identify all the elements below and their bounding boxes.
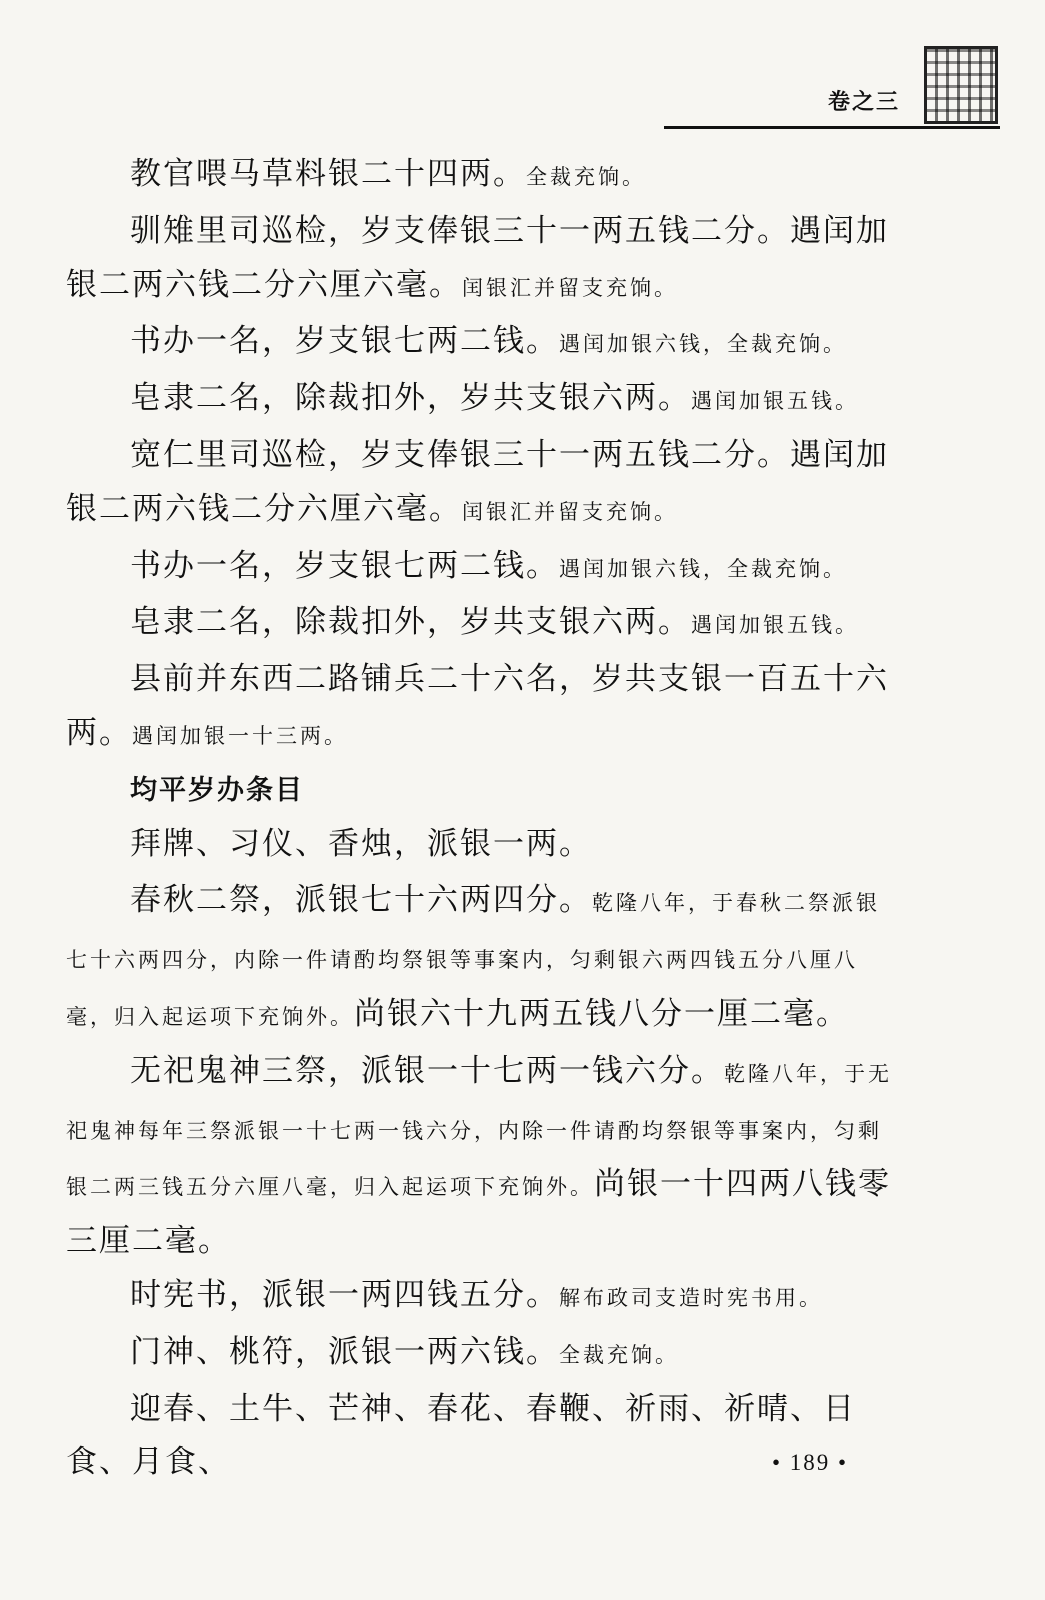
main-text: 皂隶二名，除裁扣外，岁共支银六两。 xyxy=(130,380,691,417)
paragraph xyxy=(66,874,894,1044)
main-text: 宽仁里司巡检，岁支俸银三十一两五钱二分。遇闰加银二两六钱二分六厘六毫。 xyxy=(66,436,889,527)
main-text: 教官喂马草料银二十四两。 xyxy=(130,156,526,192)
main-text: 书办一名，岁支银七两二钱。 xyxy=(130,323,559,360)
annotation: 遇闰加银六钱，全裁充饷。 xyxy=(559,556,847,581)
annotation: 乾隆八年，于无祀鬼神每年三祭派银一十七两一钱六分，内除一件请酌均祭银等事案内，匀剩银二两三钱五分六厘八毫，归入起运项下充饷外。 xyxy=(66,1061,892,1200)
annotation: 遇闰加银五钱。 xyxy=(691,389,859,414)
annotation: 闰银汇并留支充饷。 xyxy=(462,275,678,300)
main-text: 皂隶二名，除裁扣外，岁共支银六两。 xyxy=(130,604,691,641)
main-text: 门神、桃符，派银一两六钱。 xyxy=(130,1333,559,1370)
paragraph xyxy=(66,818,894,875)
seal-stamp xyxy=(924,46,998,124)
paragraph xyxy=(66,1383,894,1494)
annotation: 遇闰加银五钱。 xyxy=(691,613,859,638)
page-number: • 189 • xyxy=(771,1450,849,1475)
paragraph xyxy=(66,596,894,653)
paragraph xyxy=(66,540,894,597)
annotation: 解布政司支造时宪书用。 xyxy=(559,1285,823,1310)
main-text: 春秋二祭，派银七十六两四分。 xyxy=(130,882,592,919)
paragraph xyxy=(66,1269,894,1326)
main-text: 迎春、土牛、芒神、春花、春鞭、祈雨、祈晴、日食、月食、 xyxy=(66,1390,856,1481)
header-rule xyxy=(664,126,1000,129)
annotation: 全裁充饷。 xyxy=(526,165,646,189)
main-text: 时宪书，派银一两四钱五分。 xyxy=(130,1276,559,1313)
main-text: 县前并东西二路铺兵二十六名，岁共支银一百五十六两。 xyxy=(66,661,889,751)
paragraph xyxy=(66,205,894,316)
main-text: 驯雉里司巡检，岁支俸银三十一两五钱二分。遇闰加银二两六钱二分六厘六毫。 xyxy=(66,212,889,303)
main-text: 拜牌、习仪、香烛，派银一两。 xyxy=(130,825,592,862)
body-text xyxy=(66,148,894,1493)
section-heading: 均平岁办条目 xyxy=(130,774,304,806)
annotation: 闰银汇并留支充饷。 xyxy=(462,499,678,524)
paragraph xyxy=(66,1045,894,1269)
main-text-continued: 尚银一十四两八钱零三厘二毫。 xyxy=(66,1166,891,1260)
paragraph xyxy=(66,148,894,205)
annotation: 全裁充饷。 xyxy=(559,1342,679,1367)
annotation: 乾隆八年，于春秋二祭派银七十六两四分，内除一件请酌均祭银等事案内，匀剩银六两四钱五分八厘八毫，归入起运项下充饷外。 xyxy=(66,891,880,1029)
running-head: 卷之三 xyxy=(827,90,900,115)
paragraph xyxy=(66,1326,894,1383)
paragraph xyxy=(66,372,894,429)
annotation: 遇闰加银一十三两。 xyxy=(132,723,348,748)
main-text: 书办一名，岁支银七两二钱。 xyxy=(130,547,559,584)
paragraph xyxy=(66,429,894,540)
main-text-continued: 尚银六十九两五钱八分一厘二毫。 xyxy=(354,995,849,1032)
main-text: 无祀鬼神三祭，派银一十七两一钱六分。 xyxy=(130,1052,724,1089)
paragraph xyxy=(66,315,894,372)
annotation: 遇闰加银六钱，全裁充饷。 xyxy=(559,332,847,357)
paragraph xyxy=(66,653,894,764)
